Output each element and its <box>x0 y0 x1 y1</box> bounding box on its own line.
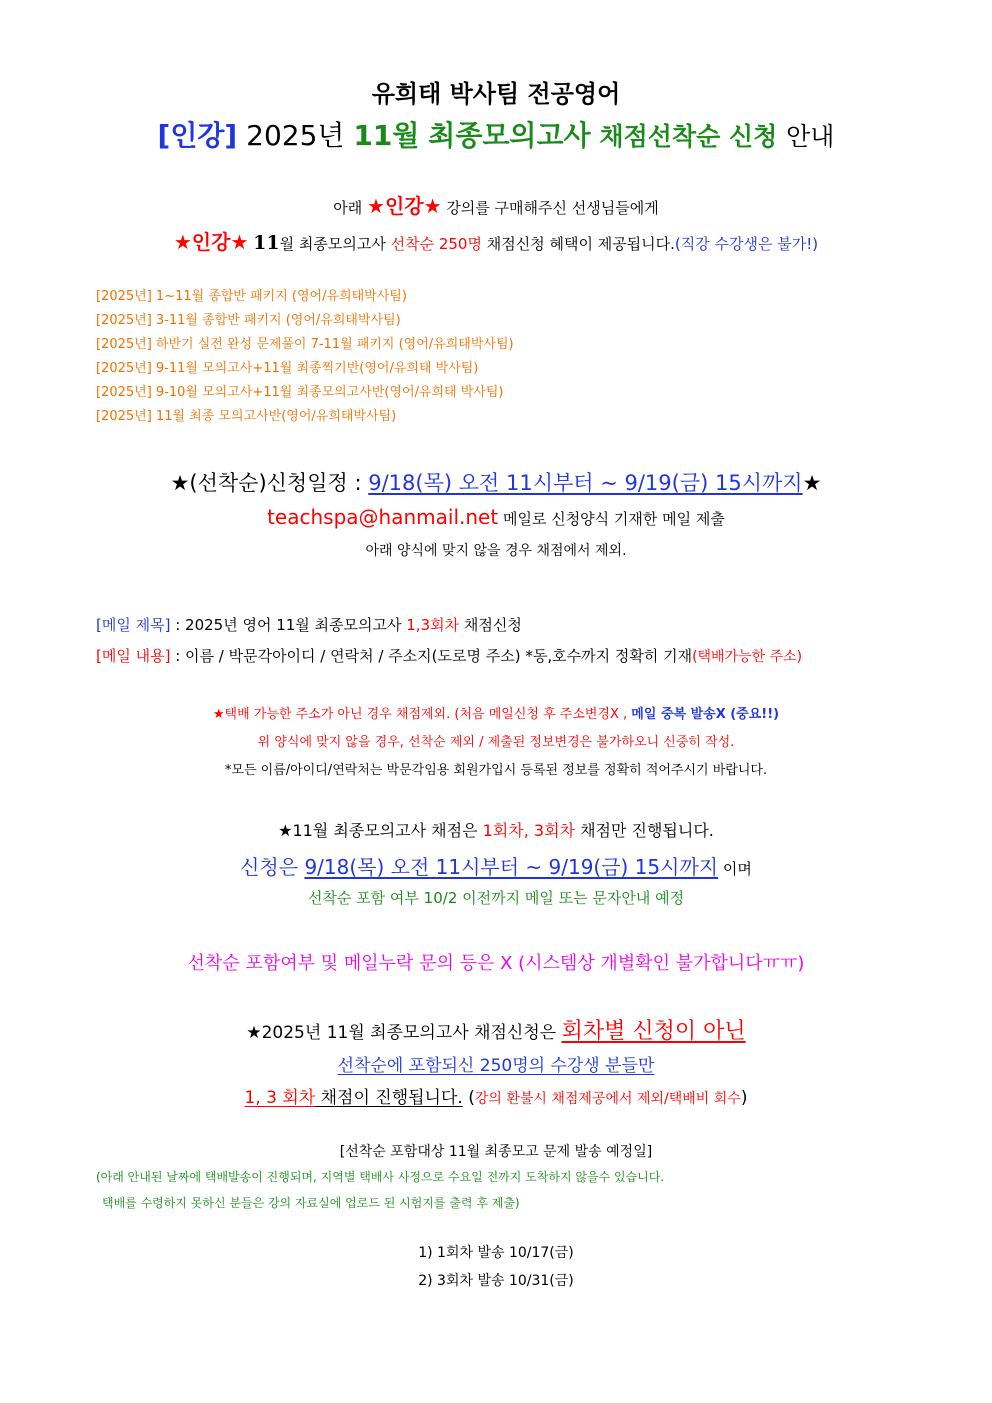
final-line-1 <box>0 1014 992 1045</box>
grading-apply-label: 신청은 <box>240 855 305 879</box>
refund-note: 강의 환불시 채점제공에서 제외/택배비 회수 <box>474 1091 741 1107</box>
mail-title-line <box>96 614 992 635</box>
intro-line-1 <box>0 190 992 219</box>
grading-text: ★11월 최종모의고사 채점은 <box>278 821 483 840</box>
mail-title-rounds: 1,3회차 <box>406 616 460 634</box>
final-paren: ( <box>462 1088 475 1108</box>
list-item: [2025년] 11월 최종 모의고사반(영어/유희태박사팀) <box>96 409 397 424</box>
intro-text: 채점신청 혜택이 제공됩니다. <box>486 235 675 253</box>
title-exam: 최종모의고사 <box>428 119 591 152</box>
final-text: 채점이 진행됩니다. <box>315 1088 463 1108</box>
email-line <box>0 505 992 529</box>
first-come-count: 선착순 250명 <box>390 235 482 253</box>
not-per-round-note: 회차별 신청이 아닌 <box>561 1019 746 1044</box>
mail-content-text: : 이름 / 박문각아이디 / 연락처 / 주소지(도로명 주소) *동,호수까지 정확히 기재 <box>170 647 693 665</box>
final-line-3 <box>0 1083 992 1108</box>
offline-excluded-note: (직강 수강생은 불가!) <box>674 235 819 253</box>
shipping-item-2: 2) 3회차 발송 10/31(금) <box>418 1273 574 1289</box>
grading-line-3: 선착순 포함 여부 10/2 이전까지 메일 또는 문자안내 예정 <box>307 889 685 907</box>
intro-text: 월 최종모의고사 <box>279 235 386 253</box>
grading-rounds: 1회차, 3회차 <box>482 821 575 840</box>
title-year: 2025년 <box>246 119 345 152</box>
mail-content-label: [메일 내용] <box>96 647 171 665</box>
grading-line-1 <box>0 818 992 841</box>
email-instruction: 메일로 신청양식 기재한 메일 제출 <box>502 510 725 528</box>
grading-period: 9/18(목) 오전 11시부터 ~ 9/19(금) 15시까지 <box>304 855 719 879</box>
warning-text: ★택배 가능한 주소가 아닌 경우 채점제외. (처음 메일신청 후 주소변경X , <box>212 707 632 722</box>
intro-text: 아래 <box>333 199 363 217</box>
warning-line-3: *모든 이름/아이디/연락처는 박문각임용 회원가입시 등록된 정보를 정확히 적어주시기 바랍니다. <box>224 763 768 778</box>
shipping-note-2: 택배를 수령하지 못하신 분들은 강의 자료실에 업로드 된 시험지를 출력 후 제출) <box>102 1196 520 1210</box>
grading-line-2 <box>0 851 992 880</box>
shipping-note-1: (아래 안내된 날짜에 택배발송이 진행되며, 지역별 택배사 사정으로 수요일 전까지 도착하지 않을수 있습니다. <box>96 1170 665 1184</box>
grading-text: 채점만 진행됩니다. <box>574 821 714 840</box>
shipping-title: [선착순 포함대상 11월 최종모고 문제 발송 예정일] <box>339 1144 653 1160</box>
warning-line-1 <box>0 703 992 722</box>
mail-title-label: [메일 제목] <box>96 616 171 634</box>
list-item: [2025년] 하반기 실전 완성 문제풀이 7-11월 패키지 (영어/유희태박사팀) <box>96 337 514 352</box>
list-item: [2025년] 9-11월 모의고사+11월 최종찍기반(영어/유희태 박사팀) <box>96 361 479 376</box>
final-text: ★2025년 11월 최종모의고사 채점신청은 <box>246 1023 562 1043</box>
final-rounds: 1, 3 회차 <box>244 1088 316 1108</box>
email-address[interactable]: teachspa@hanmail.net <box>267 505 499 529</box>
online-course-badge: ★인강★ <box>367 194 442 218</box>
inquiry-warning: 선착순 포함여부 및 메일누락 문의 등은 X (시스템상 개별확인 불가합니다ㅠㅠ) <box>187 953 805 974</box>
mail-title-text: 채점신청 <box>459 616 522 634</box>
intro-text: 강의를 구매해주신 선생님들에게 <box>446 199 659 217</box>
deliverable-address-note: (택배가능한 주소) <box>692 649 803 665</box>
intro-month: 11 <box>253 232 280 254</box>
star-icon: ★ <box>802 471 822 495</box>
intro-line-2 <box>0 226 992 255</box>
list-item: [2025년] 3-11월 종합반 패키지 (영어/유희태박사팀) <box>96 313 401 328</box>
final-paren: ) <box>740 1088 748 1108</box>
list-item: [2025년] 1~11월 종합반 패키지 (영어/유희태박사팀) <box>96 289 407 304</box>
online-course-badge: ★인강★ <box>173 230 249 254</box>
title-apply: 채점선착순 신청 <box>599 122 778 151</box>
title-notice: 안내 <box>786 122 835 151</box>
schedule-label: ★(선착순)신청일정 : <box>170 471 369 495</box>
notice-title <box>0 114 992 154</box>
team-title: 유희태 박사팀 전공영어 <box>371 80 621 108</box>
title-month: 11월 <box>353 119 420 152</box>
mail-content-line <box>96 645 992 666</box>
exclusion-note: 아래 양식에 맞지 않을 경우 채점에서 제외. <box>365 543 627 559</box>
list-item: [2025년] 9-10월 모의고사+11월 최종모의고사반(영어/유희태 박사팀) <box>96 385 504 400</box>
mail-title-text: : 2025년 영어 11월 최종모의고사 <box>170 616 407 634</box>
shipping-item-1: 1) 1회차 발송 10/17(금) <box>418 1245 574 1261</box>
grading-text: 이며 <box>718 860 752 878</box>
schedule-period: 9/18(목) 오전 11시부터 ~ 9/19(금) 15시까지 <box>368 471 803 495</box>
duplicate-mail-warning: 메일 중복 발송X (중요!!) <box>631 707 780 722</box>
warning-line-2: 위 양식에 맞지 않을 경우, 선착순 제외 / 제출된 정보변경은 불가하오니 신중히 작성. <box>257 735 735 750</box>
schedule-line <box>0 467 992 497</box>
package-list <box>96 285 992 429</box>
title-tag: [인강] <box>157 119 238 152</box>
final-line-2: 선착순에 포함되신 250명의 수강생 분들만 <box>337 1056 655 1076</box>
